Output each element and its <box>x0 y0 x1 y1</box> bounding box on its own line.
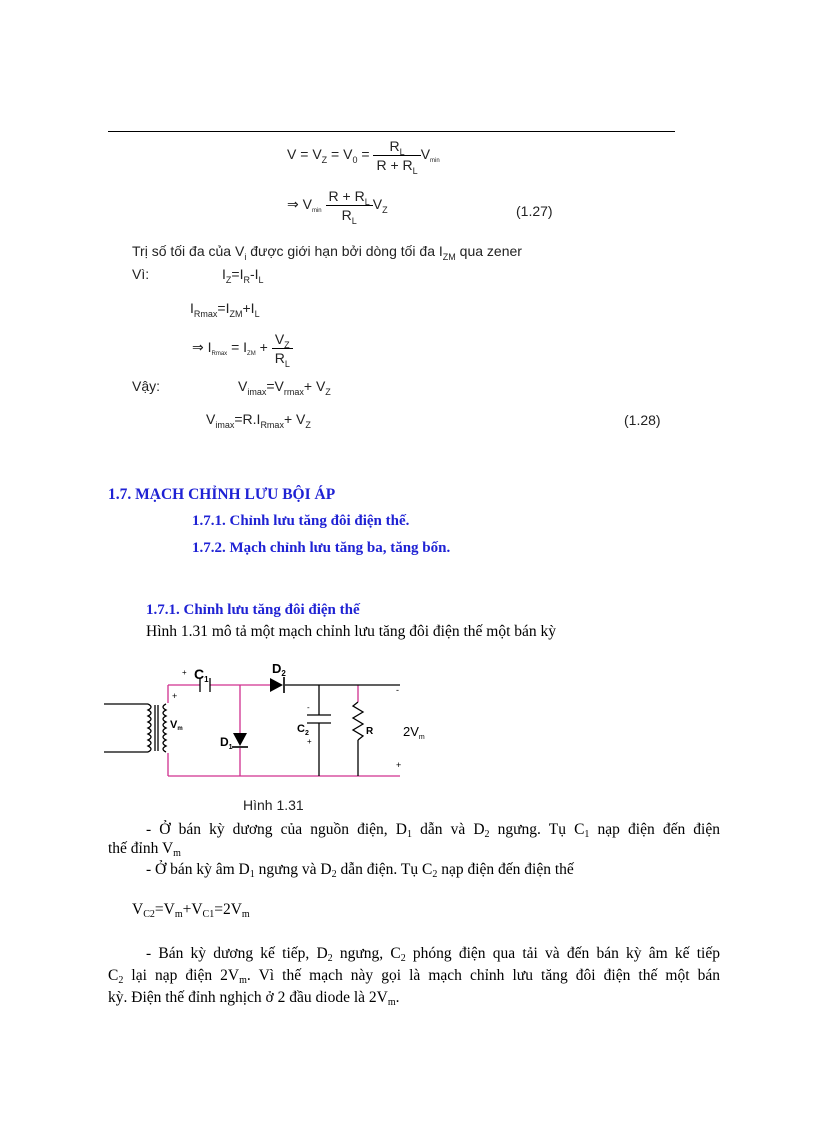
paragraph-positive-half: - Ở bán kỳ dương của nguồn điện, $D_1$ dẫn và $D_2$ ngưng. Tụ $C_1$ nạp điện đến điện thế đỉnh $V_m$ <box>108 821 720 859</box>
svg-text:D1: $D_1$ <box>220 735 233 751</box>
svg-text:C1: $C_1$ <box>194 666 209 684</box>
top-rule <box>108 131 675 132</box>
equation-vimax-r: $V_{imax}=R.I_{Rmax}+ V_Z$ <box>206 411 311 430</box>
paragraph-next-half: - Bán kỳ dương kế tiếp, $D_2$ ngưng, $C_2$ phóng điện qua tải và đến bán kỳ âm kế tiếp $C_2$ lại nạp điện $2V_m$. Vì thế mạch này gọi là mạch chỉnh lưu tăng đôi điện thế một bán kỳ. Điện thế đỉnh nghịch ở 2 đầu diode là $2V_m$. <box>108 945 720 1008</box>
circuit-diagram <box>100 655 440 800</box>
svg-text:+: + <box>307 737 312 746</box>
svg-text:C2: $C_2$ <box>297 723 309 737</box>
svg-text:2Vm: $2V_m$ <box>403 724 425 741</box>
svg-text:-: - <box>396 685 399 695</box>
figure-caption: Hình 1.31 <box>243 797 304 813</box>
svg-text:D2: $D_2$ <box>272 661 286 678</box>
diode-d1-icon <box>233 733 247 746</box>
resistor-zigzag <box>353 702 363 740</box>
svg-text:+: + <box>182 668 187 677</box>
svg-text:R: R <box>366 726 374 737</box>
equation-irmax: $I_{Rmax}=I_{ZM}+I_L$ <box>190 300 260 319</box>
equation-irmax-fraction: ⇒ $I_{Rmax} = I_{ZM}$ + $\frac{V_Z}{R_L}$ <box>192 331 293 366</box>
equation-iz: $I_Z=I_R-I_L$ <box>222 266 264 285</box>
formula-vc2: $V_{C2}=V_m+V_{C1}=2V_m$ <box>132 901 250 920</box>
equation-vmin: ⇒ $V_{min}$ $\frac{R + R_L}{R_L}$ $V_Z$ <box>287 188 388 226</box>
fraction-rl: $\frac{R_L}{R + R_L}$ <box>373 138 420 173</box>
equation-v-vz: $V = V_Z = V_0$ = $\frac{R_L}{R + R_L}$ $V_{min}$ <box>287 138 440 176</box>
toc-item-2[interactable]: 1.7.2. Mạch chỉnh lưu tăng ba, tăng bốn. <box>192 540 451 556</box>
svg-text:+: + <box>396 760 402 770</box>
diode-d2-icon <box>270 678 283 692</box>
toc-item-1[interactable]: 1.7.1. Chỉnh lưu tăng đôi điện thế. <box>192 513 410 529</box>
equation-number-127: (1.27) <box>516 203 553 219</box>
subsection-title: 1.7.1. Chỉnh lưu tăng đôi điện thế <box>146 602 360 618</box>
section-title: 1.7. MẠCH CHỈNH LƯU BỘI ÁP <box>108 486 336 503</box>
svg-text:-: - <box>307 703 310 712</box>
transformer <box>104 704 166 752</box>
vay-label: Vậy: <box>132 378 161 394</box>
vi-label: Vì: <box>132 266 150 282</box>
equation-vimax: $V_{imax}=V_{rmax}+ V_Z$ <box>238 378 331 397</box>
max-value-text: Trị số tối đa của $V_i$ được giới hạn bởi dòng tối đa $I_{ZM}$ qua zener <box>132 243 522 262</box>
intro-text: Hình 1.31 mô tả một mạch chỉnh lưu tăng đôi điện thế một bán kỳ <box>146 623 557 640</box>
equation-number-128: (1.28) <box>624 412 661 428</box>
svg-text:+: + <box>172 691 178 701</box>
svg-text:Vm: Vm <box>170 719 183 732</box>
paragraph-negative-half: - Ở bán kỳ âm $D_1$ ngưng và $D_2$ dẫn điện. Tụ $C_2$ nạp điện đến điện thế <box>146 861 574 880</box>
